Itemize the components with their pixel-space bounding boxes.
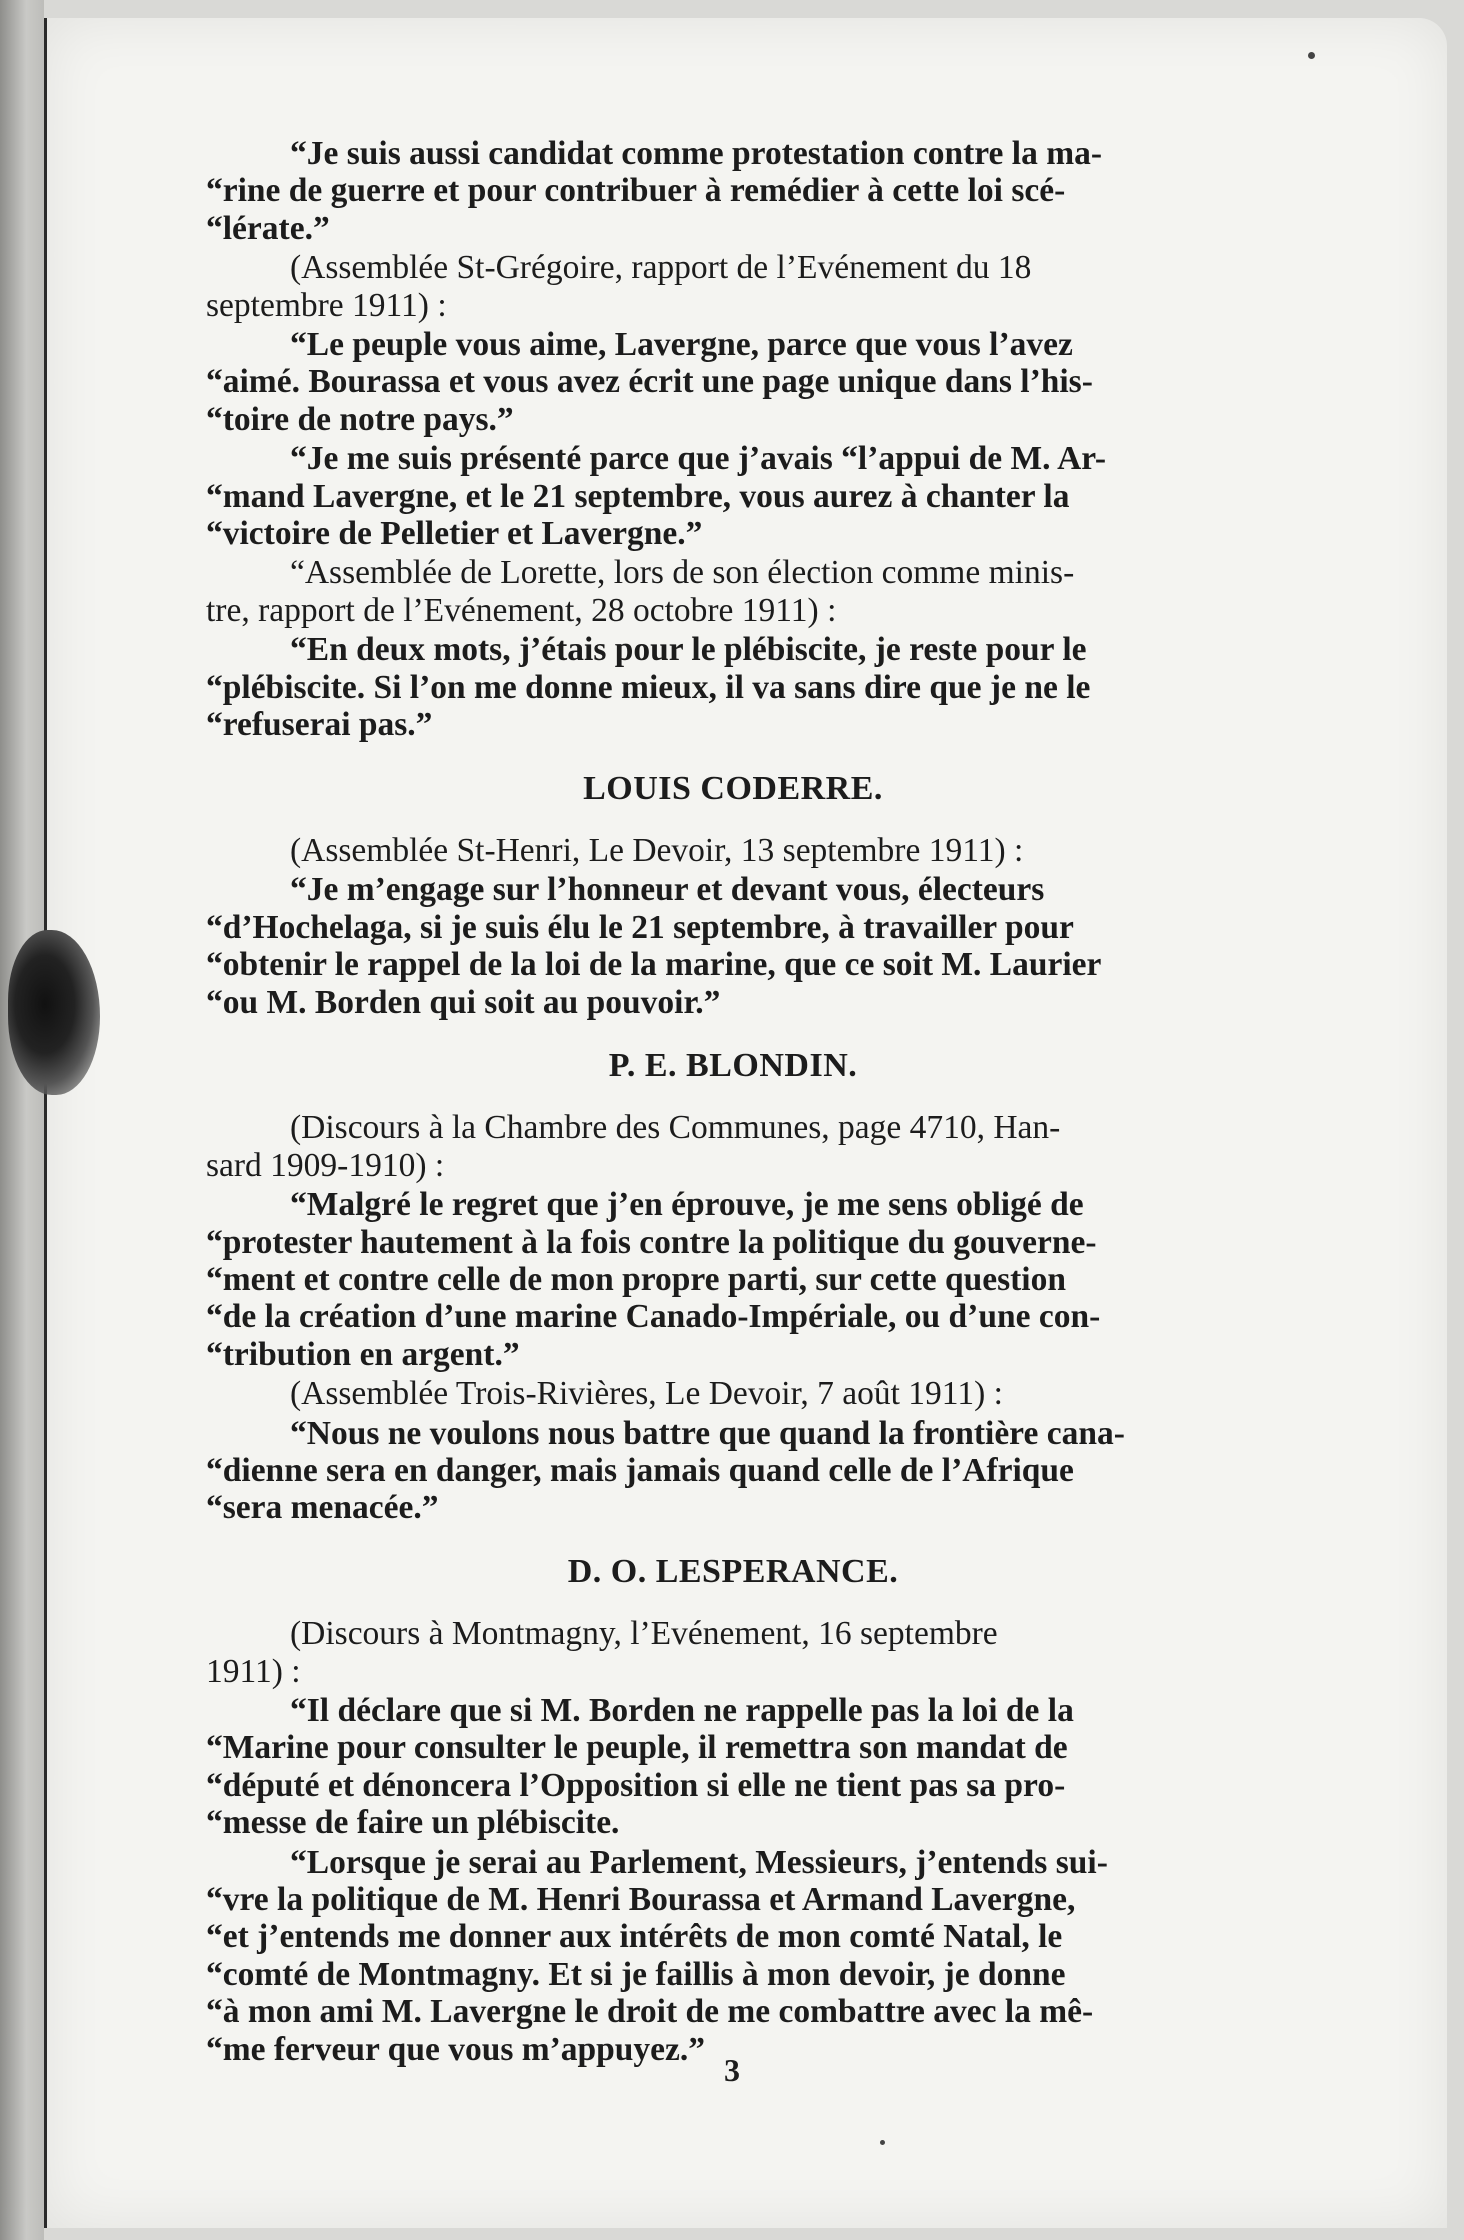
intro-quote [206, 135, 1260, 247]
text-line: “me ferveur que vous m’appuyez.” [206, 2030, 706, 2068]
text-line: “lérate.” [206, 209, 330, 247]
heading-blondin: P. E. BLONDIN. [608, 1046, 858, 1084]
heading-coderre: LOUIS CODERRE. [583, 769, 883, 807]
text-line: “rine de guerre et pour contribuer à remédier à cette loi scé- [206, 172, 1066, 210]
book-spine [0, 0, 44, 2240]
text-line: “messe de faire un plébiscite. [206, 1804, 620, 1842]
text-line: tre, rapport de l’Evénement, 28 octobre 1911) : [206, 591, 837, 629]
text-line: “député et dénoncera l’Opposition si elle ne tient pas sa pro- [206, 1766, 1066, 1804]
text-line: “ou M. Borden qui soit au pouvoir.” [206, 983, 721, 1021]
text-line: “vre la politique de M. Henri Bourassa et Armand Lavergne, [206, 1881, 1076, 1919]
text-line: “toire de notre pays.” [206, 400, 514, 438]
quote-lesperance-parlement [206, 1844, 1260, 2068]
quote-blondin-frontiere [206, 1415, 1260, 1527]
text-line: (Assemblée St-Grégoire, rapport de l’Evénement du 18 [290, 249, 1032, 287]
page-text [206, 135, 1260, 2068]
text-line: sard 1909-1910) : [206, 1146, 445, 1184]
text-line: “à mon ami M. Lavergne le droit de me combattre avec la mê- [206, 1993, 1094, 2031]
text-line: (Discours à Montmagny, l’Evénement, 16 septembre [290, 1615, 998, 1653]
text-line: “plébiscite. Si l’on me donne mieux, il va sans dire que je ne le [206, 668, 1091, 706]
quote-plebiscite [206, 631, 1260, 743]
quote-blondin-regret [206, 1186, 1260, 1373]
text-line: “et j’entends me donner aux intérêts de mon comté Natal, le [206, 1918, 1063, 1956]
quote-lesperance-borden [206, 1692, 1260, 1842]
text-line: “tribution en argent.” [206, 1335, 520, 1373]
source-trois-rivieres: (Assemblée Trois-Rivières, Le Devoir, 7 août 1911) : [290, 1375, 1003, 1413]
text-line: “ment et contre celle de mon propre parti, sur cette question [206, 1260, 1066, 1298]
text-line: “En deux mots, j’étais pour le plébiscite, je reste pour le [290, 631, 1087, 669]
text-line: (Discours à la Chambre des Communes, page 4710, Han- [290, 1109, 1061, 1147]
text-line: “d’Hochelaga, si je suis élu le 21 septembre, à travailler pour [206, 908, 1074, 946]
text-line: “Assemblée de Lorette, lors de son élection comme minis- [290, 554, 1075, 592]
source-montmagny [206, 1615, 1260, 1690]
quote-coderre [206, 871, 1260, 1021]
heading-lesperance: D. O. LESPERANCE. [567, 1552, 899, 1590]
text-line: septembre 1911) : [206, 286, 447, 324]
quote-presente [206, 440, 1260, 552]
source-lorette [206, 554, 1260, 629]
text-line: “Nous ne voulons nous battre que quand la frontière cana- [290, 1414, 1125, 1452]
text-line: “sera menacée.” [206, 1489, 439, 1527]
text-line: “Je suis aussi candidat comme protestation contre la ma- [290, 135, 1103, 172]
text-line: “Marine pour consulter le peuple, il remettra son mandat de [206, 1729, 1068, 1767]
text-line: “Lorsque je serai au Parlement, Messieurs, j’entends sui- [290, 1843, 1108, 1881]
source-communes [206, 1109, 1260, 1184]
text-line: “victoire de Pelletier et Lavergne.” [206, 515, 703, 553]
text-line: “Malgré le regret que j’en éprouve, je me sens obligé de [290, 1186, 1084, 1224]
speck [1308, 52, 1315, 59]
text-line: 1911) : [206, 1652, 301, 1690]
text-line: “Je me suis présenté parce que j’avais “l’appui de M. Ar- [290, 440, 1107, 478]
text-line: “comté de Montmagny. Et si je faillis à mon devoir, je donne [206, 1955, 1066, 1993]
text-line: “obtenir le rappel de la loi de la marine, que ce soit M. Laurier [206, 946, 1102, 984]
text-line: “protester hautement à la fois contre la politique du gouverne- [206, 1223, 1097, 1261]
text-line: “dienne sera en danger, mais jamais quand celle de l’Afrique [206, 1452, 1074, 1489]
speck [880, 2140, 885, 2145]
text-line: “de la création d’une marine Canado-Impériale, ou d’une con- [206, 1298, 1101, 1336]
text-line: “Le peuple vous aime, Lavergne, parce que vous l’avez [290, 326, 1073, 364]
page-number: 3 [724, 2052, 740, 2088]
source-st-henri: (Assemblée St-Henri, Le Devoir, 13 septembre 1911) : [290, 831, 1024, 869]
text-line: “mand Lavergne, et le 21 septembre, vous aurez à chanter la [206, 477, 1070, 515]
source-st-gregoire [206, 249, 1260, 324]
text-line: “aimé. Bourassa et vous avez écrit une page unique dans l’his- [206, 363, 1093, 401]
quote-peuple [206, 326, 1260, 438]
text-line: “refuserai pas.” [206, 706, 433, 744]
text-line: “Il déclare que si M. Borden ne rappelle pas la loi de la [290, 1692, 1074, 1730]
text-line: “Je m’engage sur l’honneur et devant vous, électeurs [290, 871, 1045, 909]
